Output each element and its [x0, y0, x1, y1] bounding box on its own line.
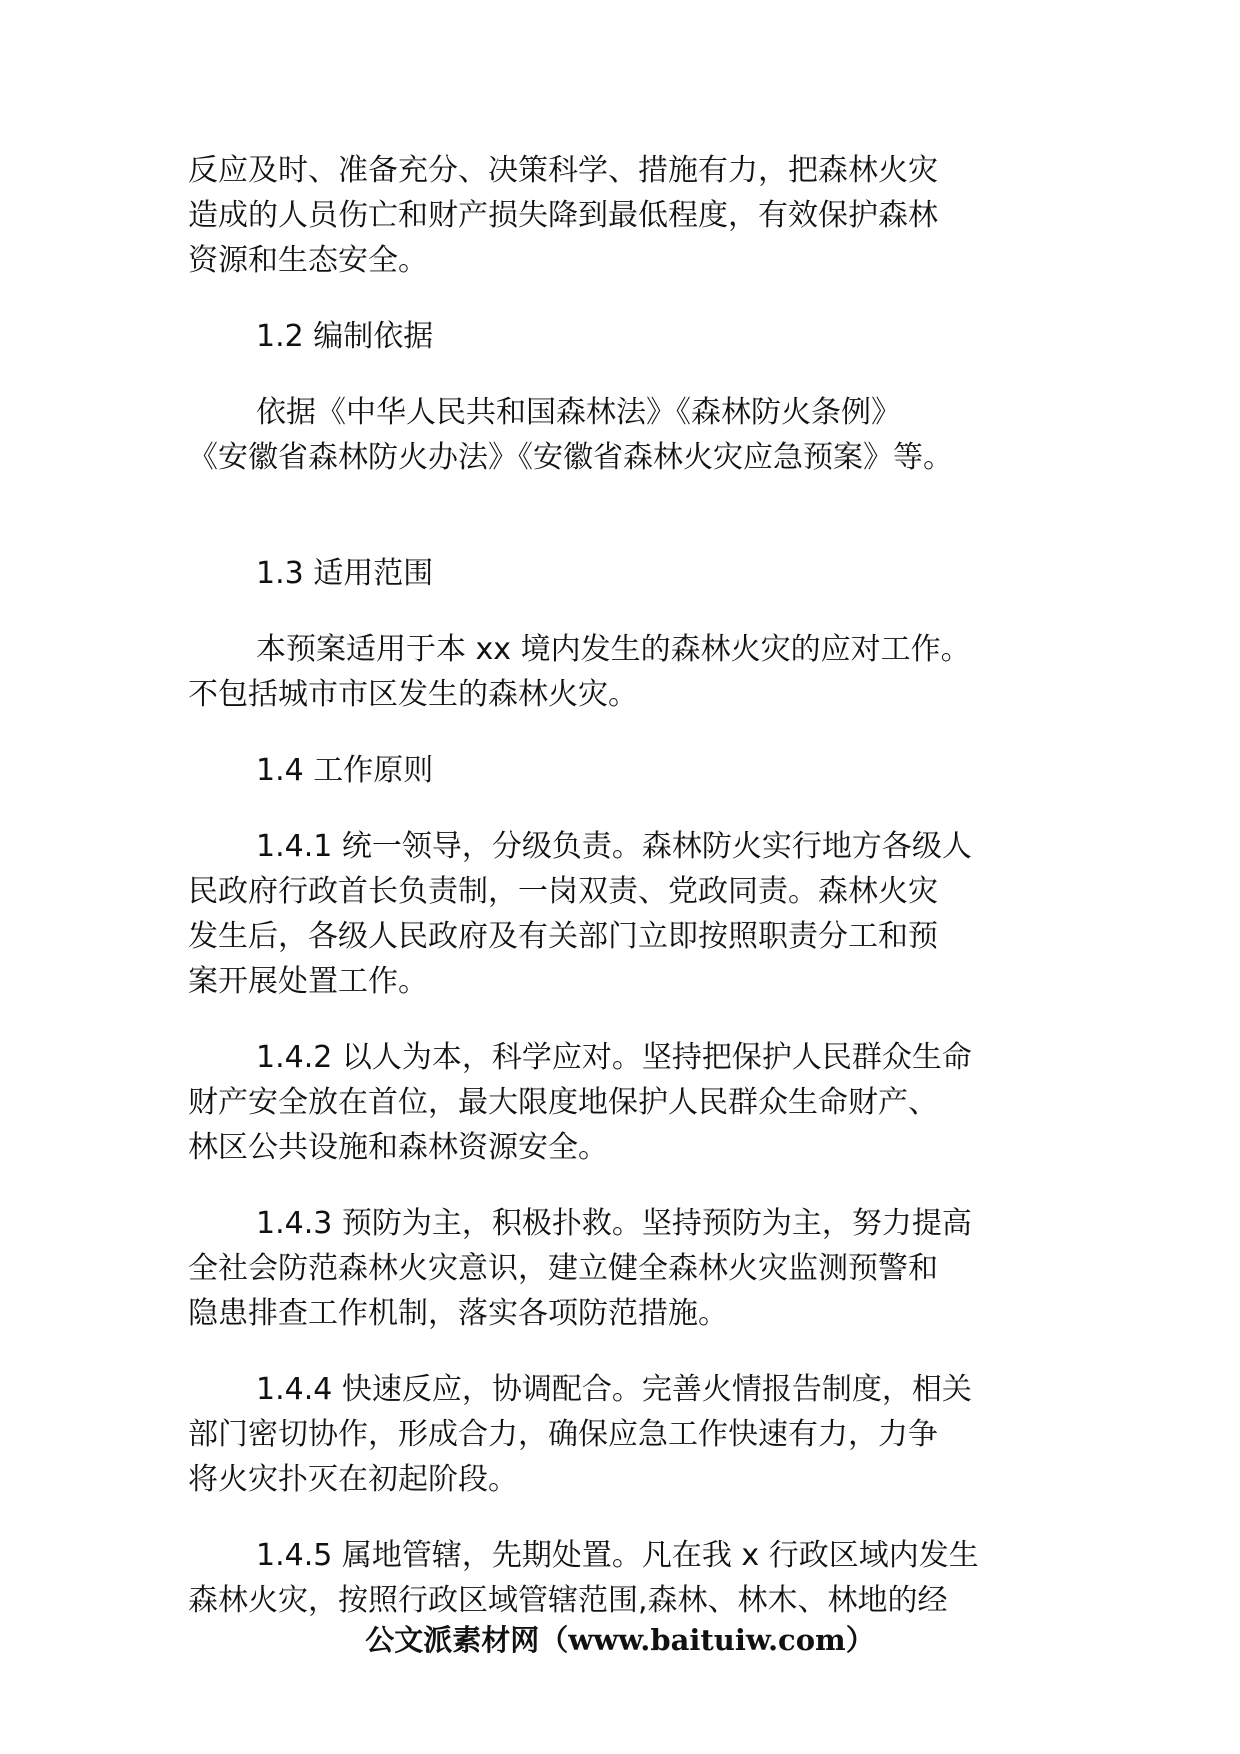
text-line: 将火灾扑灭在初起阶段。	[188, 1462, 518, 1497]
paragraph-principle-1-4-3	[188, 1201, 1068, 1336]
text-line: 《安徽省森林防火办法》《安徽省森林火灾应急预案》等。	[188, 440, 953, 475]
paragraph-scope	[188, 627, 1068, 717]
text-line: 1.4.2 以人为本，科学应对。坚持把保护人民群众生命	[256, 1040, 972, 1075]
heading-1-3	[188, 551, 1068, 596]
text-line: 1.4.1 统一领导，分级负责。森林防火实行地方各级人	[256, 829, 972, 864]
text-line: 1.4.3 预防为主，积极扑救。坚持预防为主，努力提高	[256, 1206, 972, 1241]
heading-1-4	[188, 748, 1068, 793]
section-heading: 1.3 适用范围	[256, 556, 434, 591]
paragraph-basis	[188, 390, 1068, 480]
text-line: 不包括城市市区发生的森林火灾。	[188, 677, 638, 712]
footer-watermark: 公文派素材网（www.baituiw.com）	[365, 1623, 875, 1657]
paragraph-principle-1-4-4	[188, 1367, 1068, 1502]
text-line: 依据《中华人民共和国森林法》《森林防火条例》	[256, 395, 901, 430]
text-line: 财产安全放在首位，最大限度地保护人民群众生命财产、	[188, 1085, 938, 1120]
heading-1-2	[188, 314, 1068, 359]
text-line: 1.4.4 快速反应，协调配合。完善火情报告制度，相关	[256, 1372, 972, 1407]
text-line: 造成的人员伤亡和财产损失降到最低程度，有效保护森林	[188, 198, 938, 233]
paragraph-intro	[188, 148, 1068, 283]
text-line: 部门密切协作，形成合力，确保应急工作快速有力，力争	[188, 1417, 938, 1452]
text-line: 反应及时、准备充分、决策科学、措施有力，把森林火灾	[188, 153, 938, 188]
text-line: 资源和生态安全。	[188, 243, 428, 278]
text-line: 全社会防范森林火灾意识，建立健全森林火灾监测预警和	[188, 1251, 938, 1286]
text-line: 林区公共设施和森林资源安全。	[188, 1130, 608, 1165]
section-heading: 1.2 编制依据	[256, 319, 434, 354]
text-line: 发生后，各级人民政府及有关部门立即按照职责分工和预	[188, 919, 938, 954]
text-line: 1.4.5 属地管辖，先期处置。凡在我 x 行政区域内发生	[256, 1538, 979, 1573]
text-line: 森林火灾，按照行政区域管辖范围,森林、林木、林地的经	[188, 1583, 948, 1618]
document-body	[188, 148, 1068, 1623]
paragraph-principle-1-4-1	[188, 824, 1068, 1004]
text-line: 本预案适用于本 xx 境内发生的森林火灾的应对工作。	[256, 632, 971, 667]
paragraph-principle-1-4-5	[188, 1533, 1068, 1623]
text-line: 民政府行政首长负责制，一岗双责、党政同责。森林火灾	[188, 874, 938, 909]
text-line: 案开展处置工作。	[188, 964, 428, 999]
paragraph-principle-1-4-2	[188, 1035, 1068, 1170]
text-line: 隐患排查工作机制，落实各项防范措施。	[188, 1296, 728, 1331]
section-heading: 1.4 工作原则	[256, 753, 434, 788]
